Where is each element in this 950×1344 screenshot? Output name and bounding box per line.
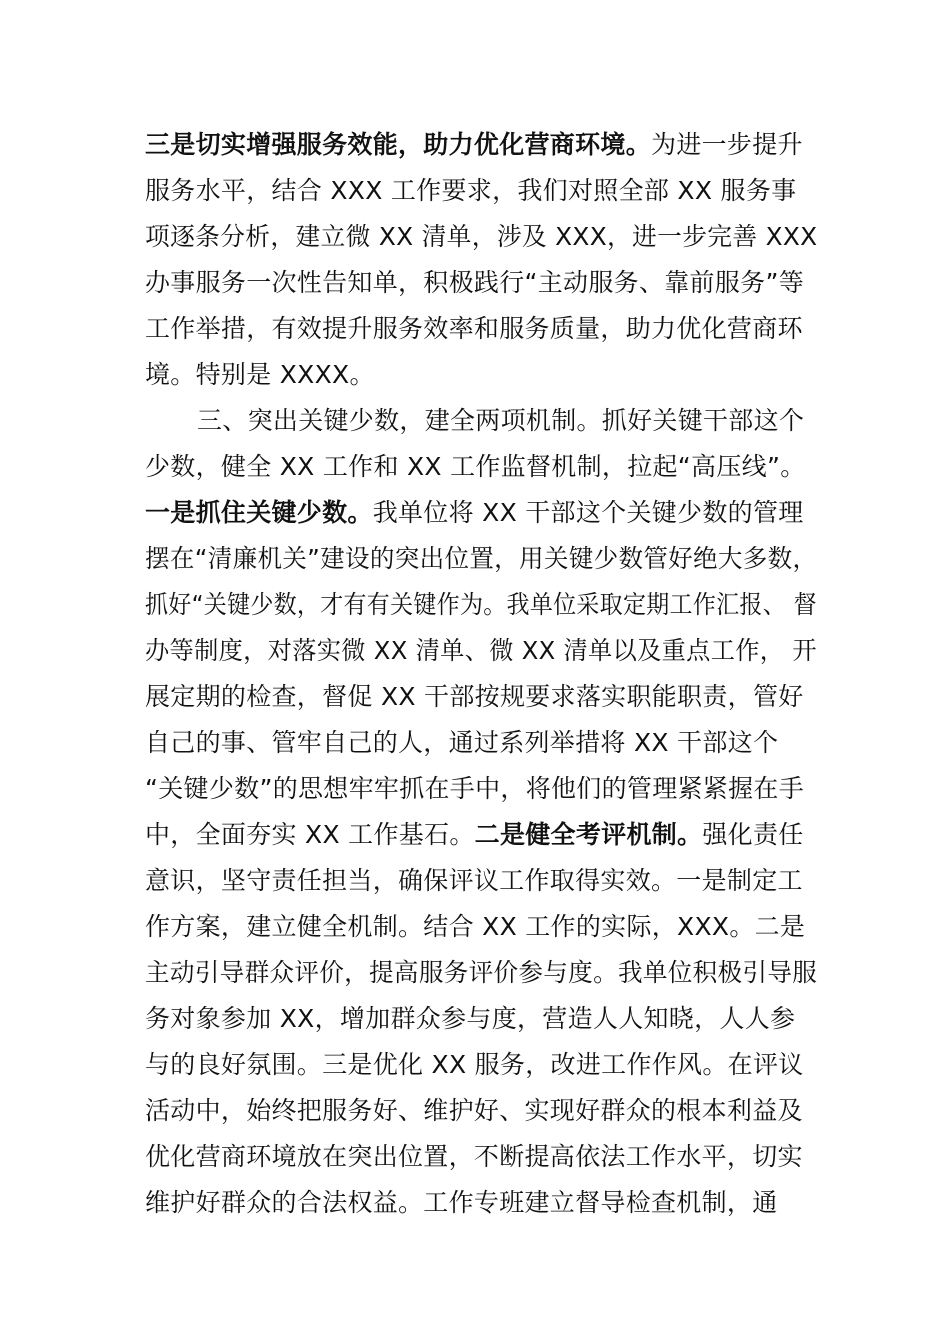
text-line xyxy=(145,1134,817,1180)
paragraph-text: 我单位将 XX 干部这个关键少数的管理 xyxy=(372,498,804,527)
text-line xyxy=(145,996,817,1042)
text-line xyxy=(145,950,818,996)
text-line xyxy=(145,904,817,950)
bold-heading-text: 一是抓住关键少数。 xyxy=(145,498,373,527)
text-line xyxy=(145,490,817,536)
paragraph-text: 为进一步提升 xyxy=(651,130,803,159)
paragraph-text: 优化营商环境放在突出位置，不断提高依法工作水平，切实 xyxy=(145,1142,803,1171)
paragraph-text: 境。特别是 XXXX。 xyxy=(145,360,375,389)
paragraph-text: 办等制度，对落实微 XX 清单、微 XX 清单以及重点工作， 开 xyxy=(145,636,817,665)
text-line xyxy=(145,1180,817,1226)
text-line xyxy=(145,444,817,490)
paragraph-text: 活动中，始终把服务好、维护好、实现好群众的根本利益及 xyxy=(145,1096,803,1125)
text-line xyxy=(145,536,818,582)
text-line xyxy=(145,674,817,720)
text-line xyxy=(145,168,817,214)
paragraph-text: 作方案，建立健全机制。结合 XX 工作的实际，XXX。二是 xyxy=(145,912,806,941)
paragraph-text: 展定期的检查，督促 XX 干部按规要求落实职能职责，管好 xyxy=(145,682,804,711)
paragraph-text: “关键少数”的思想牢牢抓在手中，将他们的管理紧紧握在手 xyxy=(145,774,805,803)
paragraph-text: 主动引导群众评价，提高服务评价参与度。我单位积极引导服 xyxy=(145,958,818,987)
paragraph-text: 服务水平，结合 XXX 工作要求，我们对照全部 XX 服务事 xyxy=(145,176,797,205)
paragraph-text: 项逐条分析，建立微 XX 清单，涉及 XXX，进一步完善 XXX xyxy=(145,222,818,251)
paragraph-text: 与的良好氛围。三是优化 XX 服务，改进工作作风。在评议 xyxy=(145,1050,804,1079)
paragraph-text: 工作举措，有效提升服务效率和服务质量，助力优化营商环 xyxy=(145,314,803,343)
paragraph-text: 抓好“关键少数，才有有关键作为。我单位采取定期工作汇报、 督 xyxy=(145,590,817,619)
bold-heading-text: 三是切实增强服务效能，助力优化营商环境。 xyxy=(145,130,652,159)
paragraph-text: 少数，健全 XX 工作和 XX 工作监督机制，拉起“高压线”。 xyxy=(145,452,806,481)
bold-heading-text: 二是健全考评机制。 xyxy=(474,820,703,849)
paragraph-text: 自己的事、管牢自己的人，通过系列举措将 XX 干部这个 xyxy=(145,728,779,757)
text-line xyxy=(145,812,817,858)
text-line xyxy=(145,628,817,674)
paragraph-text: 维护好群众的合法权益。工作专班建立督导检查机制，通 xyxy=(145,1188,778,1217)
text-line xyxy=(145,1088,817,1134)
paragraph-text: 办事服务一次性告知单，积极践行“主动服务、靠前服务”等 xyxy=(145,268,805,297)
paragraph-text: 务对象参加 XX，增加群众参与度，营造人人知晓，人人参 xyxy=(145,1004,796,1033)
text-line xyxy=(145,398,817,444)
text-line xyxy=(145,260,817,306)
text-line xyxy=(145,720,817,766)
text-line xyxy=(145,858,817,904)
text-line xyxy=(145,214,818,260)
paragraph-text: 中，全面夯实 XX 工作基石。 xyxy=(145,820,475,849)
text-line xyxy=(145,1042,817,1088)
text-line xyxy=(145,352,817,398)
text-line xyxy=(145,582,817,628)
paragraph-text: 强化责任 xyxy=(702,820,804,849)
text-line xyxy=(145,766,817,812)
paragraph-text: 摆在“清廉机关”建设的突出位置，用关键少数管好绝大多数， xyxy=(145,544,818,573)
paragraph-text: 意识，坚守责任担当，确保评议工作取得实效。一是制定工 xyxy=(145,866,803,895)
paragraph-text: 三、突出关键少数，建全两项机制。抓好关键干部这个 xyxy=(197,406,805,435)
body-text xyxy=(145,122,817,1226)
text-line xyxy=(145,122,817,168)
text-line xyxy=(145,306,817,352)
